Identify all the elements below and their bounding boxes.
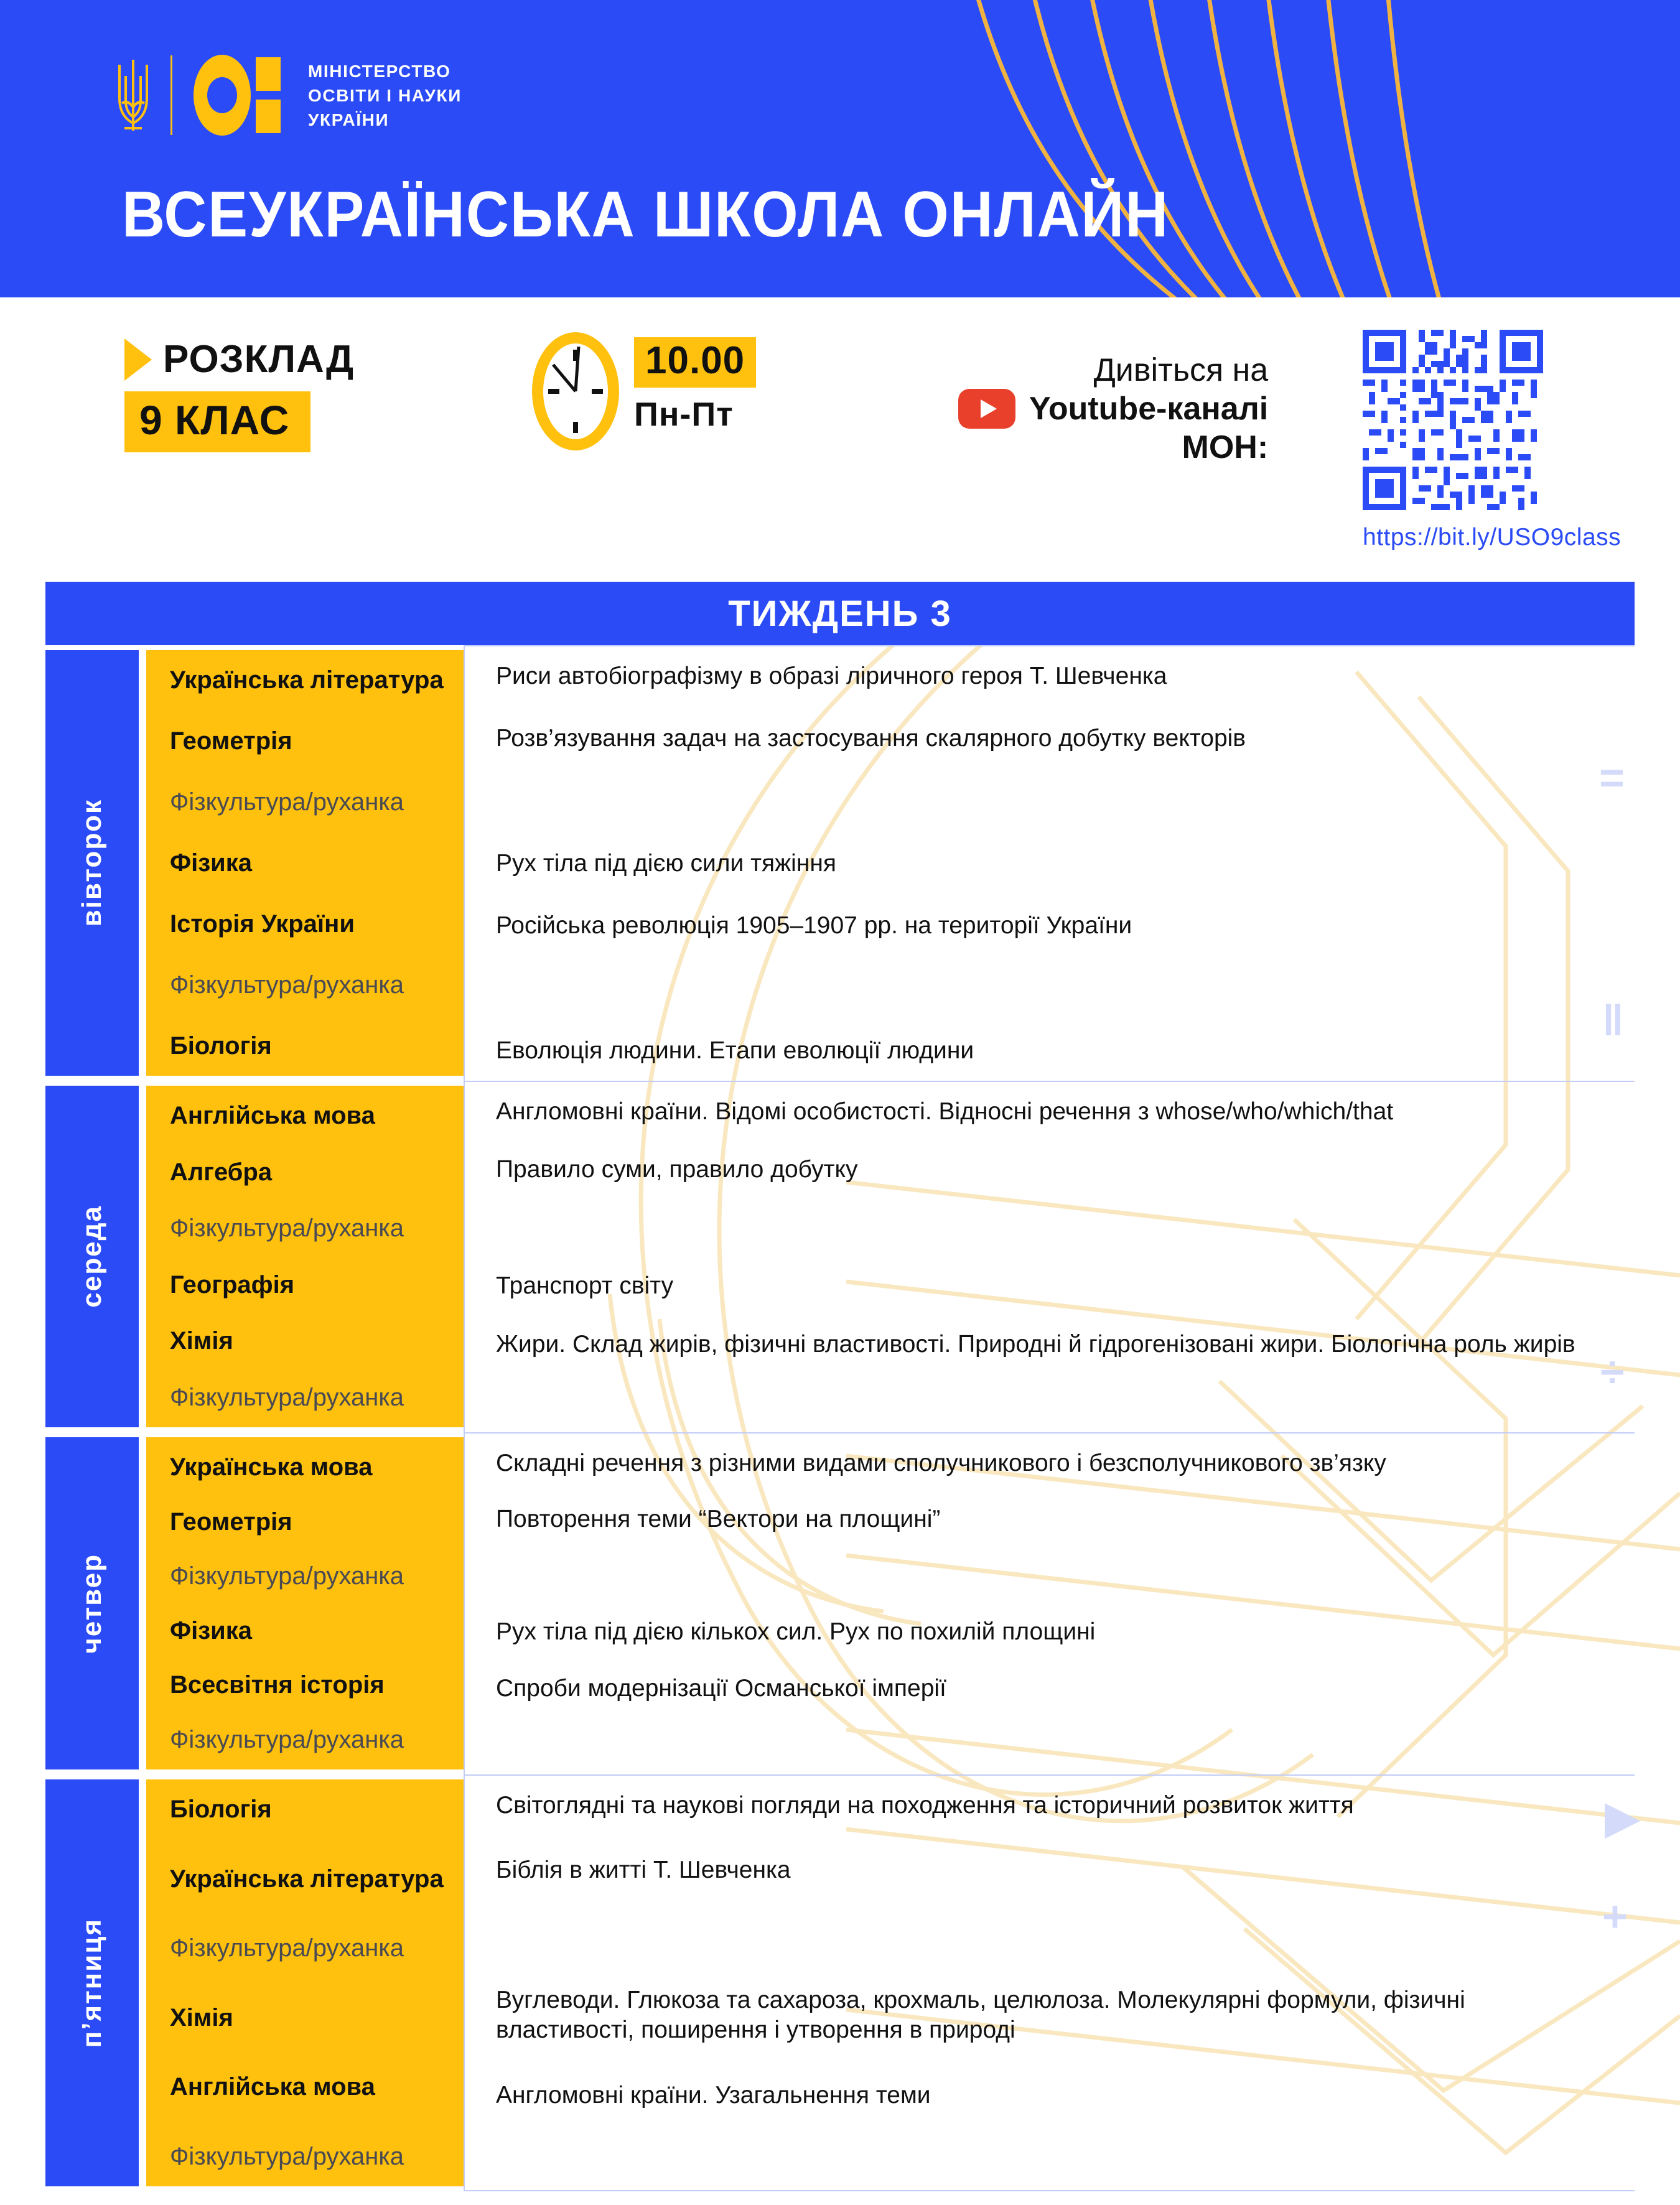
subject-pe: Фізкультура/руханка (170, 1214, 404, 1242)
subject-item: Географія (170, 1270, 295, 1298)
decor-symbol-1: ‖ (1602, 996, 1624, 1045)
week-title: ТИЖДЕНЬ 3 (728, 593, 952, 634)
topic-item: Англомовні країни. Відомі особистості. Відносні речення з whose/who/which/that (496, 1098, 1394, 1125)
subject-item: Хімія (170, 2003, 233, 2031)
subject-item: Англійська мова (170, 2073, 375, 2101)
play-triangle-icon (124, 338, 152, 381)
clock-icon (532, 332, 619, 450)
subject-list (146, 650, 464, 1076)
subject-item: Історія України (170, 910, 355, 938)
topic-item: Розв’язування задач на застосування скалярного добутку векторів (496, 725, 1246, 752)
topic-item: Повторення теми “Вектори на площині” (496, 1506, 941, 1533)
topic-empty (496, 1730, 1607, 1760)
subject-item: Геометрія (170, 727, 292, 755)
subject-item: Алгебра (170, 1158, 273, 1186)
topic-list (464, 1432, 1635, 1774)
subject-item: Українська мова (170, 1453, 373, 1481)
topic-item: Складні речення з різними видами сполучникового і безсполучникового зв’язку (496, 1450, 1386, 1476)
subject-pe: Фізкультура/руханка (170, 1562, 404, 1590)
youtube-line-1: Дивіться на (1093, 352, 1269, 388)
topic-empty (496, 1213, 1607, 1243)
topic-item: Вуглеводи. Глюкоза та сахароза, крохмаль, целюлоза. Молекулярні формули, фізичні властивості, поширення і утворення в природі (496, 1987, 1465, 2044)
decor-symbol-0: = (1599, 753, 1625, 802)
subject-pe: Фізкультура/руханка (170, 1725, 404, 1753)
topic-item: Російська революція 1905–1907 рр. на території України (496, 912, 1132, 939)
subject-item: Біологія (170, 1032, 272, 1060)
subject-pe: Фізкультура/руханка (170, 2142, 404, 2170)
time-value: 10.00 (634, 337, 756, 388)
ministry-name (308, 59, 462, 132)
schedule-heading (124, 337, 354, 452)
subject-pe: Фізкультура/руханка (170, 788, 404, 816)
subject-item: Фізика (170, 849, 252, 877)
topic-item: Спроби модернізації Османської імперії (496, 1674, 946, 1702)
topic-list (464, 645, 1635, 1081)
topic-item: Біблія в житті Т. Шевченка (496, 1857, 791, 1884)
topic-empty (496, 1921, 1607, 1951)
subject-list (146, 1779, 464, 2186)
header-banner (0, 0, 1680, 297)
topic-empty (496, 1387, 1607, 1417)
subject-item: Англійська мова (170, 1102, 375, 1129)
subject-item: Фізика (170, 1616, 252, 1644)
page-title: ВСЕУКРАЇНСЬКА ШКОЛА ОНЛАЙН (122, 179, 1170, 251)
schedule-table (45, 645, 1635, 2191)
day-label-0 (45, 650, 139, 1076)
logo-divider (170, 55, 172, 135)
decor-symbol-3: ▶ (1605, 1793, 1639, 1842)
week-title-bar (45, 582, 1635, 645)
topic-item: Англомовні країни. Узагальнення теми (496, 2081, 931, 2109)
day-label-1 (45, 1086, 139, 1427)
topic-item: Рух тіла під дією кількох сил. Рух по похилій площині (496, 1618, 1096, 1646)
subject-item: Українська література (170, 1865, 444, 1893)
qr-section[interactable] (1363, 330, 1621, 551)
topic-empty (496, 974, 1607, 1004)
subject-item: Геометрія (170, 1508, 292, 1536)
ministry-line-3: УКРАЇНИ (308, 110, 390, 129)
topic-item: Світоглядні та наукові погляди на походження та історичний розвиток життя (496, 1792, 1354, 1819)
schedule-day-row (45, 1081, 1635, 1432)
subject-item: Хімія (170, 1327, 233, 1355)
topic-item: Еволюція людини. Етапи еволюції людини (496, 1037, 974, 1064)
topic-item: Жири. Склад жирів, фізичні властивості. Природні й гідрогенізовані жири. Біологічна роль жирів (496, 1330, 1575, 1358)
decorative-arc-lines (846, 0, 1680, 297)
topic-item: Транспорт світу (496, 1272, 674, 1300)
broadcast-time (532, 332, 756, 450)
schedule-day-row (45, 645, 1635, 1081)
topic-list (464, 1081, 1635, 1432)
qr-code-icon[interactable] (1363, 330, 1543, 510)
day-name: вівторок (77, 799, 107, 927)
youtube-line-3: МОН: (1182, 429, 1269, 465)
qr-link-text[interactable]: https://bit.ly/USO9class (1363, 524, 1622, 551)
day-label-2 (45, 1437, 139, 1769)
tryzub-icon (113, 55, 153, 136)
subject-list (146, 1086, 464, 1427)
day-name: четвер (77, 1553, 107, 1654)
topic-list (464, 1774, 1635, 2191)
decor-symbol-4: + (1602, 1892, 1628, 1941)
subject-list (146, 1437, 464, 1769)
ministry-line-2: ОСВІТИ І НАУКИ (308, 85, 462, 105)
days-range: Пн-Пт (634, 396, 734, 433)
schedule-day-row (45, 1774, 1635, 2191)
topic-empty (496, 1561, 1607, 1591)
topic-item: Риси автобіографізму в образі ліричного героя Т. Шевченка (496, 663, 1167, 689)
schedule-label: РОЗКЛАД (163, 338, 355, 381)
youtube-line-2: Youtube-каналі (1029, 391, 1269, 427)
youtube-callout[interactable] (958, 351, 1268, 467)
subject-pe: Фізкультура/руханка (170, 971, 404, 999)
topic-empty (496, 786, 1607, 816)
mon-emblem-icon (194, 55, 273, 136)
subject-pe: Фізкультура/руханка (170, 1383, 404, 1411)
subject-pe: Фізкультура/руханка (170, 1934, 404, 1962)
subject-item: Всесвітня історія (170, 1671, 385, 1699)
topic-empty (496, 2145, 1607, 2175)
schedule-day-row (45, 1432, 1635, 1774)
day-name: п’ятниця (77, 1918, 107, 2048)
subject-item: Українська література (170, 666, 444, 694)
subject-item: Біологія (170, 1796, 272, 1823)
topic-item: Правило суми, правило добутку (496, 1156, 858, 1183)
topic-item: Рух тіла під дією сили тяжіння (496, 849, 837, 877)
youtube-icon (958, 389, 1015, 429)
ministry-line-1: МІНІСТЕРСТВО (308, 61, 451, 81)
day-name: середа (77, 1205, 107, 1308)
decor-symbol-2: ÷ (1600, 1348, 1625, 1396)
class-badge: 9 КЛАС (124, 391, 310, 452)
ministry-logo (113, 55, 462, 136)
day-label-3 (45, 1779, 139, 2186)
